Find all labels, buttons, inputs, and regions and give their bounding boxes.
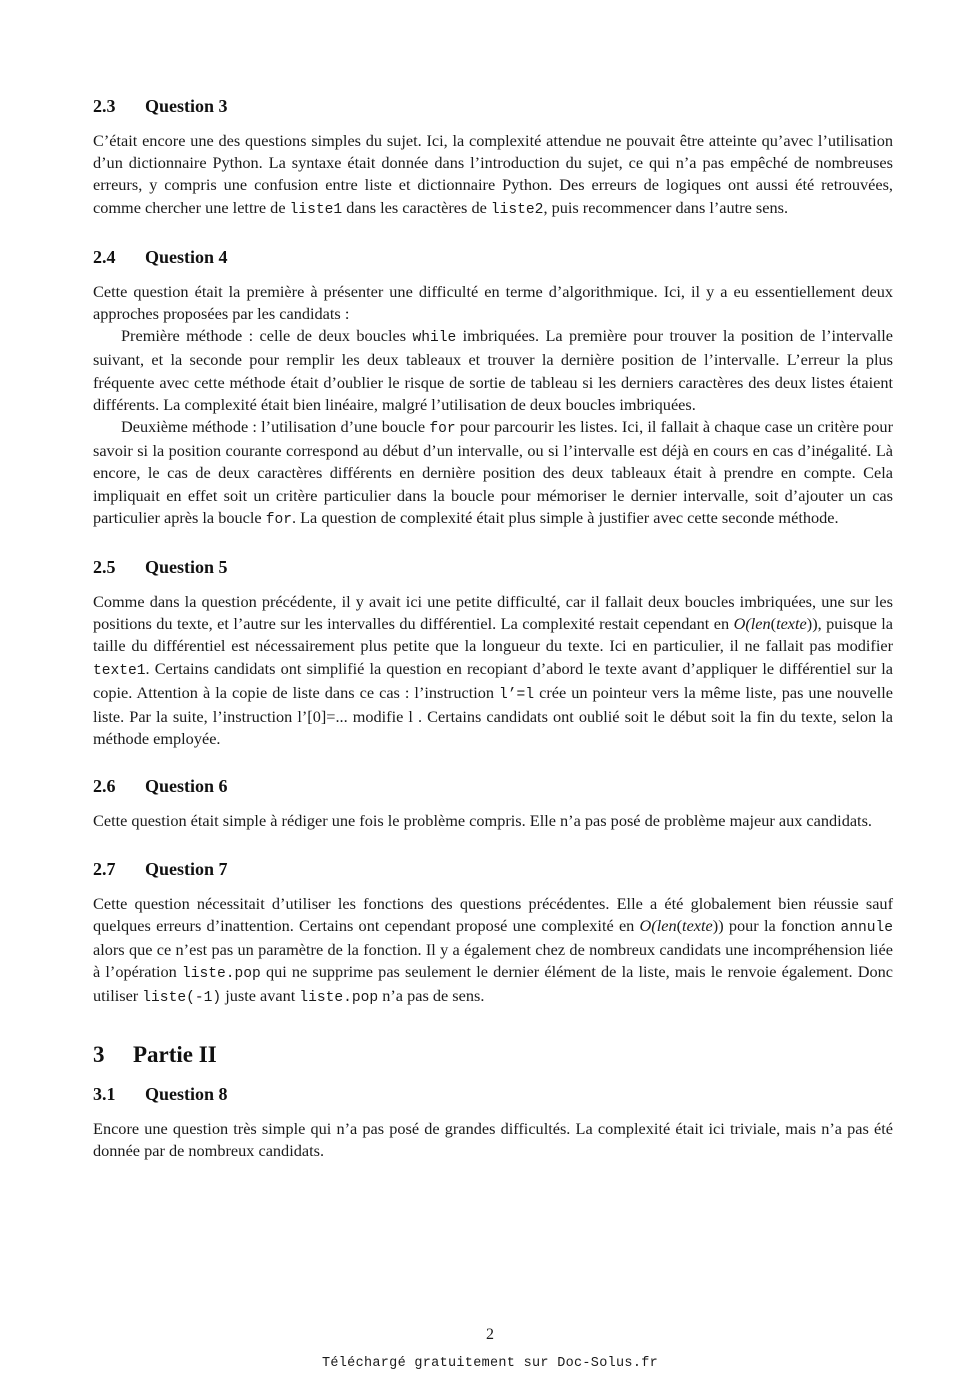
text-run: n’a pas de sens. [378, 986, 485, 1006]
section-heading-2-4 [93, 245, 893, 269]
text-run: Deuxième méthode : l’utilisation d’une boucle [121, 417, 430, 437]
paragraph-2-4-method-1 [93, 325, 893, 416]
math-part: texte [776, 614, 807, 634]
section-number: 2.4 [93, 246, 116, 267]
text-run: pour parcourir les listes. Ici, il fallait à chaque case un critère pour savoir si la position courante correspond au début d’un intervalle, ou si l’intervalle est déjà en cours en cas d’inégalité. Là encore, le cas de deux caractères différents en dernière position des deux tableaux était à prendre en compte. Cela impliquait en effet soit un critère particulier dans la boucle pour mémoriser le dernier intervalle, soit d’ajouter un cas particulier après la boucle [93, 417, 893, 527]
math-expression [640, 916, 724, 935]
code-span: annule [840, 919, 893, 936]
paragraph-2-4-method-2 [93, 416, 893, 531]
math-part: len [656, 915, 677, 935]
section-title: Partie II [133, 1041, 217, 1067]
section-number: 2.6 [93, 776, 116, 797]
text-run: imbriquées. La première pour trouver la position de l’intervalle suivant, et la seconde pour remplir les deux tableaux et trouver la dernière position de l’intervalle. L’erreur la plus fréquente avec cette méthode était d’oublier le risque de sortie de tableau si les derniers caractères des deux listes étaient différents. La complexité était bien linéaire, malgré l’utilisation de deux boucles imbriquées. [93, 326, 893, 414]
paragraph-2-5 [93, 591, 893, 750]
code-span: liste.pop [181, 966, 261, 983]
text-run: pour la fonction [723, 915, 841, 935]
math-part: )) [806, 614, 818, 634]
paragraph-3-1: Encore une question très simple qui n’a pas posé de grandes difficultés. La complexité était ici triviale, mais n’a pas été donnée par de nombreux candidats. [93, 1118, 893, 1160]
code-span: liste1 [289, 201, 343, 218]
section-title: Question 7 [145, 858, 228, 879]
math-part: O( [733, 614, 751, 634]
text-run: crée un pointeur vers la même liste, pas une nouvelle liste. Par la suite, l’instruction l’[0]=... modifie l . Certains candidats ont oublié soit le début soit la fin du texte, selon la méthode employée. [93, 682, 893, 749]
math-part: texte [682, 915, 713, 935]
download-note: Téléchargé gratuitement sur Doc-Solus.fr [321, 1356, 659, 1371]
text-run: alors que ce n’est pas un paramètre de la fonction. Il y a également chez de nombreux candidats une incompréhension liée à l’opération [93, 940, 893, 982]
text-run: . La question de complexité était plus simple à justifier avec cette seconde méthode. [291, 507, 839, 527]
section-heading-2-6 [93, 774, 893, 798]
text-run: Cette question nécessitait d’utiliser les fonctions des questions précédentes. Elle a été globalement bien réussie sauf quelques erreurs d’inattention. Certains ont cependant proposé une complexité en [93, 893, 893, 935]
section-title: Question 8 [145, 1083, 228, 1104]
text-run: Première méthode : celle de deux boucles [121, 326, 413, 346]
text-run: , puisque la taille du différentiel est nécessairement plus petite que la longueur du texte. Ici en particulier, il ne fallait pas modifier [93, 614, 894, 656]
math-part: O( [639, 915, 657, 935]
section-number: 2.3 [93, 96, 116, 116]
text-run: , puis recommencer dans l’autre sens. [543, 197, 789, 217]
paragraph-2-7 [93, 893, 893, 1010]
code-span: for [429, 421, 456, 438]
section-title: Question 6 [145, 776, 228, 797]
code-span: for [265, 511, 292, 528]
text-run: dans les caractères de [342, 197, 491, 217]
section-heading-2-5 [93, 555, 893, 579]
section-heading-2-7 [93, 857, 893, 881]
math-part: )) [712, 915, 724, 935]
code-span: texte1 [93, 662, 146, 679]
paragraph-2-3 [93, 130, 893, 221]
section-number: 3.1 [93, 1083, 116, 1104]
math-part: len [750, 614, 771, 634]
section-heading-3 [93, 1040, 893, 1070]
math-expression [734, 614, 818, 633]
section-heading-2-3 [93, 94, 893, 118]
section-heading-3-1 [93, 1082, 893, 1106]
text-run: C’était encore une des questions simples du sujet. Ici, la complexité attendue ne pouvait être atteinte qu’avec l’utilisation d’un dictionnaire Python. La syntaxe était donnée dans l’introduction du sujet, ce qui n’a pas empêché de nombreuses erreurs, y compris une confusion entre liste et dictionnaire Python. Des erreurs de logiques ont aussi été retrouvées, comme chercher une lettre de [93, 131, 893, 217]
text-run: juste avant [221, 986, 300, 1006]
code-span: liste(-1) [142, 990, 222, 1007]
text-run: Comme dans la question précédente, il y avait ici une petite difficulté, car il fallait deux boucles imbriquées, une sur les positions du texte, et l’autre sur les intervalles du différentiel. La complexité restait cependant en [93, 592, 893, 634]
math-part: ( [770, 614, 777, 634]
paragraph-2-6: Cette question était simple à rédiger une fois le problème compris. Elle n’a pas posé de problème majeur aux candidats. [93, 811, 872, 831]
section-title: Question 3 [145, 96, 228, 116]
paragraph-2-4-intro: Cette question était la première à présenter une difficulté en terme d’algorithmique. Ici, il y a eu essentiellement deux approches proposées par les candidats : [93, 281, 893, 324]
math-part: ( [676, 915, 683, 935]
text-run: qui ne supprime pas seulement le dernier élément de la liste, mais le renvoie également. Donc utiliser [93, 962, 893, 1006]
section-title: Question 5 [145, 557, 228, 578]
section-number: 2.7 [93, 858, 116, 879]
code-span: liste.pop [299, 990, 379, 1007]
page-number: 2 [486, 1326, 494, 1343]
code-span: while [412, 330, 457, 347]
section-title: Question 4 [145, 246, 228, 267]
section-number: 2.5 [93, 557, 116, 578]
section-number: 3 [93, 1041, 105, 1067]
page-content [93, 94, 893, 1162]
code-span: liste2 [490, 201, 544, 218]
text-run: . Certains candidats ont simplifié la question en recopiant d’abord le texte avant d’appliquer le différentiel sur la copie. Attention à la copie de liste dans ce cas : l’instruction [93, 658, 893, 702]
code-span: l’=l [499, 686, 535, 703]
